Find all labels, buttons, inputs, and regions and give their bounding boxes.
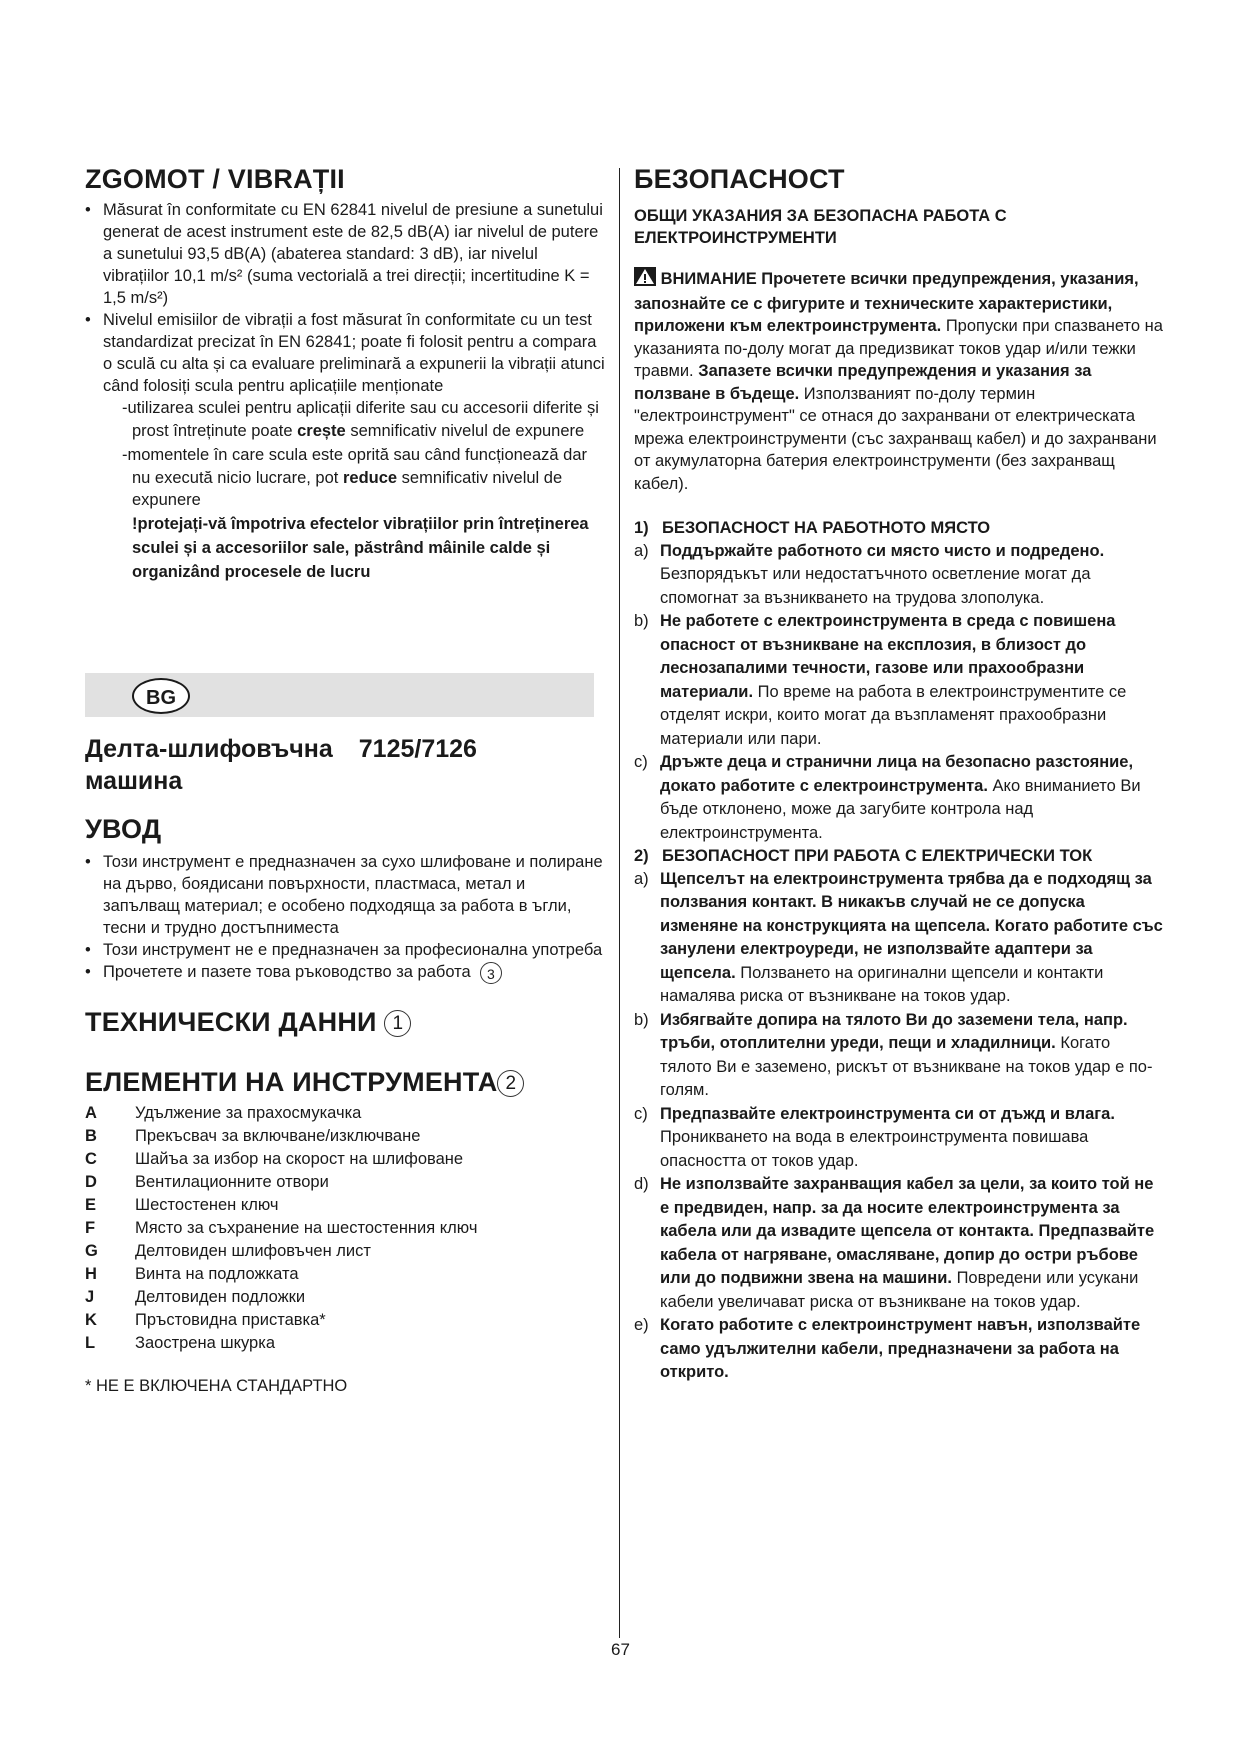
element-label: Шайъа за избор на скорост на шлифоване xyxy=(135,1149,464,1168)
warning-text-2: Използваният по-долу термин "електроинструмент" се отнася до захранвани от електрическата мрежа електроинструменти (със захранващ кабел) и до захранвани от акумулаторна батерия електроинструменти (без захранващ кабел). xyxy=(634,384,1157,493)
warning-paragraph xyxy=(634,267,1164,495)
item-letter: d) xyxy=(634,1175,649,1193)
item-letter: c) xyxy=(634,753,648,771)
safety-item xyxy=(634,1314,1164,1385)
item-bold: Не използвайте захранващия кабел за цели, за които той не е предвиден, напр. за да носите електроинструмента за кабела или да извадите щепсела от контакта. Предпазвайте кабела от нагряване, омасляване, допир до остри ръбове или до подвижни звена на машини. xyxy=(660,1175,1155,1287)
intro-bullet-3-text: Прочетете и пазете това ръководство за работа xyxy=(103,963,471,981)
item-bold: Предпазвайте електроинструмента си от дъжд и влага. xyxy=(660,1104,1115,1123)
item-bold: Щепселът на електроинструмента трябва да е подходящ за ползвания контакт. В никакъв случай не се допуска изменяне на конструкцията на щепсела. Когато работите със занулени електроуреди, не използвайте адаптери за щепсела. xyxy=(660,869,1163,982)
product-name: Делта-шлифовъчна xyxy=(85,735,333,763)
element-key: J xyxy=(85,1287,95,1306)
item-letter: b) xyxy=(634,1010,649,1029)
element-key: C xyxy=(85,1149,97,1168)
element-row xyxy=(85,1194,605,1217)
product-name-2: машина xyxy=(85,767,183,795)
element-key: A xyxy=(85,1103,97,1122)
tech-data-title xyxy=(85,1006,605,1038)
safety-item xyxy=(634,751,1164,845)
right-column xyxy=(634,163,1164,1385)
safety-item xyxy=(634,1103,1164,1174)
element-row xyxy=(85,1148,605,1171)
page-number: 67 xyxy=(611,1640,630,1659)
elements-list xyxy=(85,1102,605,1355)
section-1-number: 1) xyxy=(634,519,649,537)
product-model: 7125/7126 xyxy=(358,735,477,763)
figure-ref-2: 2 xyxy=(497,1070,524,1097)
element-label: Заострена шкурка xyxy=(135,1333,275,1352)
element-label: Пръстовидна приставка* xyxy=(135,1310,326,1329)
item-text: Ползването на оригинални щепсели и контакти намалява риска от възникване на токов удар. xyxy=(660,963,1104,1005)
element-row xyxy=(85,1217,605,1240)
element-key: D xyxy=(85,1172,97,1191)
element-row xyxy=(85,1125,605,1148)
item-bold: Дръжте деца и странични лица на безопасно разстояние, докато работите с електроинструмента. xyxy=(660,753,1134,795)
item-text: Когато тялото Ви е заземено, рискът от възникване на токов удар е по-голям. xyxy=(660,1034,1153,1099)
item-bold: Не работете с електроинструмента в среда с повишена опасност от възникване на експлозия, в близост до леснозапалими течности, газове или прахообразни материали. xyxy=(660,612,1116,701)
intro-bullet-1: • Този инструмент е предназначен за сухо шлифоване и полиране на дърво, боядисани повърхности, пластмаса, метал и запълващ материал; е особено подходяща за работа в ъгли, тесни и трудно достъпниместа xyxy=(85,851,605,939)
item-letter: a) xyxy=(634,541,649,560)
element-row xyxy=(85,1286,605,1309)
section-2-title: БЕЗОПАСНОСТ ПРИ РАБОТА С ЕЛЕКТРИЧЕСКИ ТОК xyxy=(662,847,1093,865)
element-key: H xyxy=(85,1264,97,1283)
element-row xyxy=(85,1263,605,1286)
element-key: E xyxy=(85,1195,97,1214)
column-divider xyxy=(619,168,620,1638)
element-row xyxy=(85,1102,605,1125)
elements-footnote: * НЕ Е ВКЛЮЧЕНА СТАНДАРТНО xyxy=(85,1376,348,1395)
warning-bold-1: ВНИМАНИЕ Прочетете всички предупреждения, указания, запознайте се с фигурите и техническите характеристики, приложени към електроинструмента. xyxy=(634,270,1139,335)
item-letter: e) xyxy=(634,1316,649,1334)
section-1-title: БЕЗОПАСНОСТ НА РАБОТНОТО МЯСТО xyxy=(662,519,991,537)
item-text: Ако вниманието Ви бъде отклонено, може да загубите контрола над електроинструмента. xyxy=(660,776,1141,842)
dash2-bold: reduce xyxy=(342,468,398,487)
dash1-text-end: semnificativ nivelul de expunere xyxy=(345,421,585,440)
language-badge: BG xyxy=(132,678,190,714)
figure-ref-1: 1 xyxy=(384,1010,411,1037)
noise-bullet-2: • Nivelul emisiilor de vibrații a fost măsurat în conformitate cu un test standardizat precizat în EN 62841; poate fi folosit pentru a compara o sculă cu alta și ca evaluare preliminară a expunerii la vibrații atunci când folosiți scula pentru aplicațiile menționate xyxy=(85,309,605,397)
intro-bullet-3 xyxy=(85,961,605,984)
safety-item xyxy=(634,1009,1164,1103)
section-1-heading xyxy=(634,517,1164,540)
safety-item xyxy=(634,540,1164,611)
element-label: Винта на подложката xyxy=(135,1264,299,1283)
noise-dash-1 xyxy=(85,397,605,442)
item-letter: b) xyxy=(634,612,649,630)
item-letter: c) xyxy=(634,1104,648,1123)
element-key: B xyxy=(85,1126,97,1145)
element-key: K xyxy=(85,1310,97,1329)
intro-bullet-2: • Този инструмент не е предназначен за професионална употреба xyxy=(85,939,605,961)
element-label: Прекъсвач за включване/изключване xyxy=(135,1126,421,1145)
intro-list xyxy=(85,851,605,984)
element-row xyxy=(85,1240,605,1263)
item-text: По време на работа в електроинструментите се отделят искри, които могат да възпламенят прахообразни материали или пари. xyxy=(660,682,1127,748)
safety-title: БЕЗОПАСНОСТ xyxy=(634,164,845,194)
elements-label: ЕЛЕМЕНТИ НА ИНСТРУМЕНТА xyxy=(85,1066,498,1097)
safety-item xyxy=(634,610,1164,751)
dash1-bold: crește xyxy=(297,421,346,440)
element-label: Шестостенен ключ xyxy=(135,1195,279,1214)
element-key: G xyxy=(85,1241,98,1260)
figure-ref-3: 3 xyxy=(480,962,502,984)
safety-subtitle: ОБЩИ УКАЗАНИЯ ЗА БЕЗОПАСНА РАБОТА С ЕЛЕКТРОИНСТРУМЕНТИ xyxy=(634,207,1007,247)
elements-title xyxy=(85,1066,605,1098)
element-label: Делтовиден подложки xyxy=(135,1287,306,1306)
element-label: Удължение за прахосмукачка xyxy=(135,1103,362,1122)
noise-bullet-1: • Măsurat în conformitate cu EN 62841 nivelul de presiune a sunetului generat de acest instrument este de 82,5 dB(A) iar nivelul de putere a sunetului 93,5 dB(A) (abaterea standard: 3 dB), iar nivelul vibrațiilor 10,1 m/s² (suma vectorială a trei direcții; incertitudine K = 1,5 m/s²) xyxy=(85,199,605,309)
product-title xyxy=(85,733,605,797)
dash2-text: -momentele în care scula este oprită sau când funcționează dar nu execută nicio lucrare, pot xyxy=(122,446,588,487)
noise-title: ZGOMOT / VIBRAȚII xyxy=(85,164,345,194)
safety-item xyxy=(634,868,1164,1009)
safety-item xyxy=(634,1173,1164,1314)
element-key: F xyxy=(85,1218,96,1237)
dash1-text: -utilizarea sculei pentru aplicații diferite sau cu accesorii diferite și prost întreținute poate xyxy=(122,399,599,440)
noise-dash-2 xyxy=(85,444,605,512)
warning-bold-2: Запазете всички предупреждения и указания за ползване в бъдеще. xyxy=(634,362,1092,403)
left-column-bg xyxy=(85,733,605,1397)
item-bold: Поддържайте работното си място чисто и подредено. xyxy=(660,541,1105,560)
protect-note: !protejați-vă împotriva efectelor vibrațiilor prin întreținerea sculei și a accesoriilor sale, păstrând mâinile calde și organizând procesele de lucru xyxy=(132,514,589,581)
element-label: Делтовиден шлифовъчен лист xyxy=(135,1241,371,1260)
warning-text-1: Пропуски при спазването на указанията по-долу могат да предизвикат токов удар и/или тежки травми. xyxy=(634,317,1163,380)
item-text: Проникването на вода в електроинструмента повишава опасността от токов удар. xyxy=(660,1128,1089,1170)
section-2-number: 2) xyxy=(634,847,649,865)
item-letter: a) xyxy=(634,869,649,888)
tech-data-label: ТЕХНИЧЕСКИ ДАННИ xyxy=(85,1006,377,1037)
element-row xyxy=(85,1332,605,1355)
left-column xyxy=(85,163,605,584)
item-text: Безпорядъкът или недостатъчното осветление могат да спомогнат за възникването на трудова злополука. xyxy=(660,565,1091,607)
intro-title: УВОД xyxy=(85,814,162,844)
element-key: L xyxy=(85,1333,96,1352)
noise-list xyxy=(85,199,605,397)
element-label: Вентилационните отвори xyxy=(135,1172,329,1191)
dash2-text-end: semnificativ nivelul de expunere xyxy=(132,468,563,509)
item-bold: Избягвайте допира на тялото Ви до заземени тела, напр. тръби, отоплителни уреди, пещи и хладилници. xyxy=(660,1010,1128,1052)
item-bold: Когато работите с електроинструмент навън, използвайте само удължителни кабели, предназначени за работа на открито. xyxy=(660,1316,1141,1381)
item-text: Повредени или усукани кабели увеличават риска от възникване на токов удар. xyxy=(660,1269,1139,1311)
element-row xyxy=(85,1309,605,1332)
element-row xyxy=(85,1171,605,1194)
element-label: Място за съхранение на шестостенния ключ xyxy=(135,1218,478,1237)
section-2-heading xyxy=(634,845,1164,868)
warning-triangle-icon xyxy=(634,267,656,293)
